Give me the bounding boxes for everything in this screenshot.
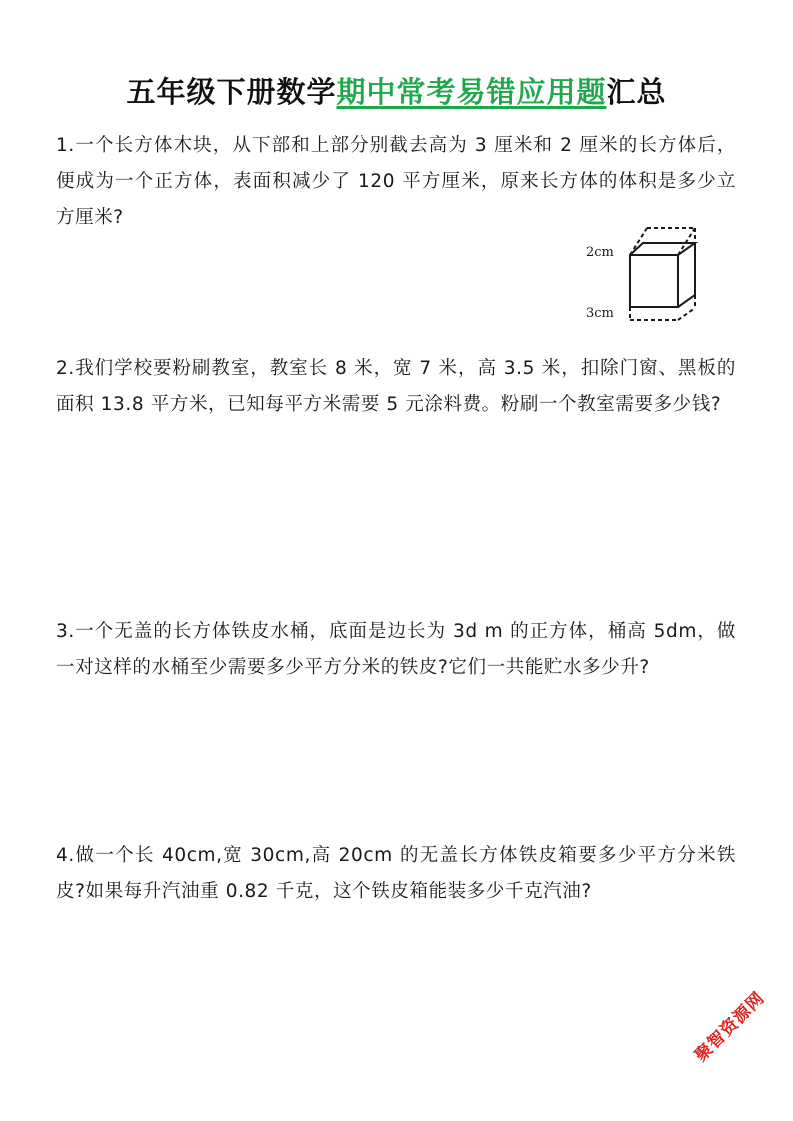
cuboid-figure [582, 222, 708, 326]
label-2cm: 2cm [586, 245, 614, 260]
dashed-edge [678, 308, 695, 320]
cube-top-face [630, 243, 695, 255]
question-1: 1.一个长方体木块，从下部和上部分别截去高为 3 厘米和 2 厘米的长方体后，便成为一个正方体，表面积减少了 120 平方厘米，原来长方体的体积是多少立方厘米? [56, 135, 736, 228]
question-3: 3.一个无盖的长方体铁皮水桶，底面是边长为 3d m 的正方体，桶高 5dm，做一对这样的水桶至少需要多少平方分米的铁皮?它们一共能贮水多少升? [56, 621, 736, 678]
page-title [0, 70, 793, 111]
question-2: 2.我们学校要粉刷教室，教室长 8 米，宽 7 米，高 3.5 米，扣除门窗、黑板的面积 13.8 平方米，已知每平方米需要 5 元涂料费。粉刷一个教室需要多少钱? [56, 358, 736, 415]
title-part-1: 五年级下册数学 [126, 75, 337, 109]
question-4: 4.做一个长 40cm,宽 30cm,高 20cm 的无盖长方体铁皮箱要多少平方分米铁皮?如果每升汽油重 0.82 千克，这个铁皮箱能装多少千克汽油? [56, 845, 736, 902]
cube-front-face [630, 255, 678, 307]
dashed-edge [678, 228, 695, 255]
label-3cm: 3cm [586, 306, 614, 321]
title-highlight: 期中常考易错应用题 [336, 75, 607, 109]
watermark-stamp: 聚智资源网 [691, 988, 769, 1066]
dashed-edge [630, 228, 647, 255]
title-part-2: 汇总 [606, 75, 667, 109]
